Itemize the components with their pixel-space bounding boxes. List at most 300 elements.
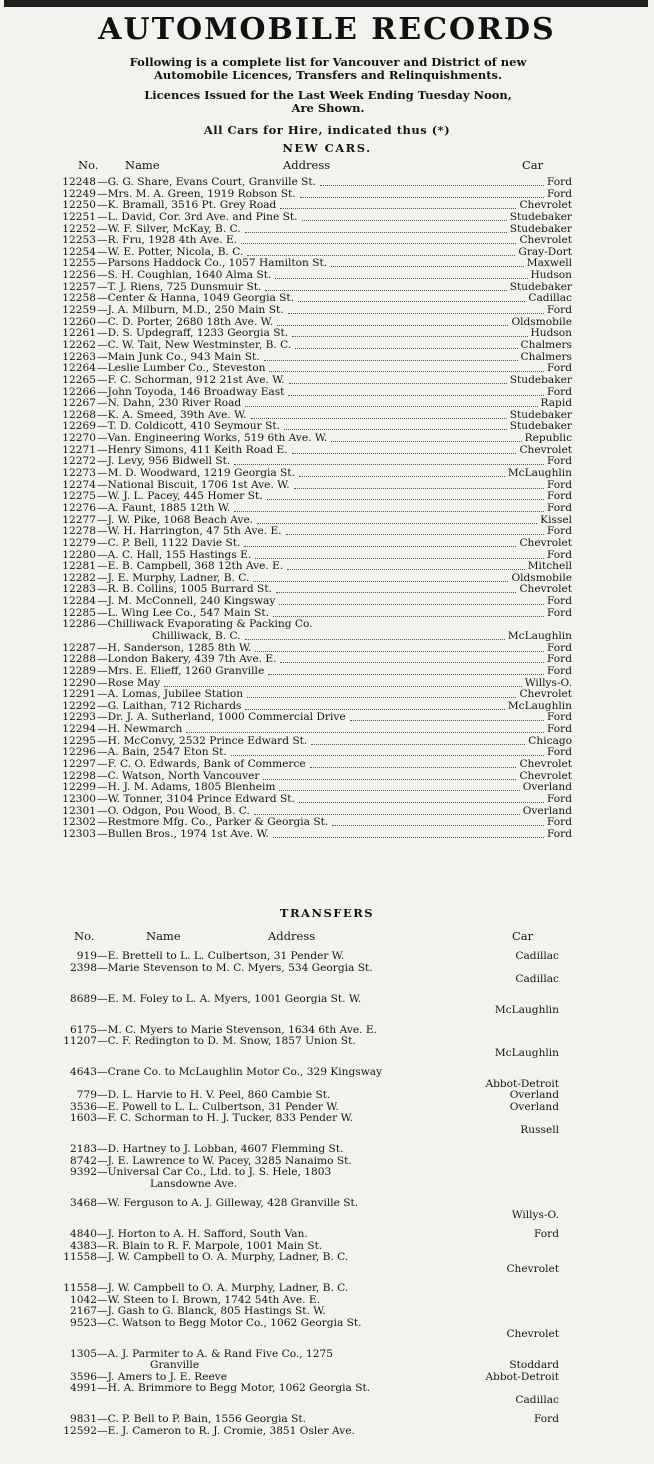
record-number: 4840 [70, 1228, 97, 1240]
record-entry: —R. B. Collins, 1005 Burrard St. [97, 584, 272, 596]
record-number: 12293 [62, 712, 96, 724]
record-entry: —John Toyoda, 146 Broadway East [97, 386, 285, 398]
leader-dots [298, 301, 525, 302]
record-car-make: Chevrolet [519, 759, 572, 771]
record-number: 12276 [62, 502, 96, 514]
leader-dots [257, 523, 537, 524]
record-car-make: Abbot-Detroit [485, 1370, 559, 1383]
record-entry: —W. J. L. Pacey, 445 Homer St. [97, 491, 263, 503]
leader-dots [292, 453, 516, 454]
record-row [0, 398, 654, 410]
transfers-heading: TRANSFERS [279, 906, 375, 920]
leader-dots [231, 755, 544, 756]
record-car-make: Chevrolet [519, 584, 572, 596]
record-car-make: Ford [547, 654, 572, 666]
record-number: 12257 [62, 281, 96, 293]
record-row [0, 1414, 654, 1426]
record-row [0, 631, 654, 643]
record-row [0, 1329, 654, 1341]
col-name: Name [146, 929, 181, 943]
leader-dots [279, 604, 544, 605]
record-car-make: Cadillac [515, 973, 559, 985]
record-car-make: Overland [509, 1100, 559, 1113]
record-number: 12292 [62, 700, 96, 712]
leader-dots [300, 197, 544, 198]
record-entry: —G. Laithan, 712 Richards [97, 700, 242, 712]
record-row [0, 468, 654, 480]
record-entry: —T. J. Riens, 725 Dunsmuir St. [97, 281, 262, 293]
record-entry: —A. C. Hall, 155 Hastings E. [97, 549, 252, 561]
record-car-make: Ford [547, 188, 572, 200]
leader-dots [245, 232, 507, 233]
record-row [0, 759, 654, 771]
record-car-make: Studebaker [509, 374, 572, 386]
record-car-make: Republic [524, 433, 572, 445]
leader-dots [265, 290, 507, 291]
record-row [0, 282, 654, 294]
record-entry: —Universal Car Co., Ltd. to J. S. Hele, 1803 [97, 1166, 332, 1178]
record-row [0, 480, 654, 492]
record-car-make: Ford [547, 817, 572, 829]
record-entry: —L. Wing Lee Co., 547 Main St. [97, 607, 269, 619]
record-car-make: Chevrolet [519, 537, 572, 549]
record-entry: —G. G. Share, Evans Court, Granville St. [97, 177, 317, 188]
record-car-make: Cadillac [528, 293, 572, 305]
intro-line-2: Automobile Licences, Transfers and Relinquishments. [153, 68, 503, 82]
record-entry: —Van. Engineering Works, 519 6th Ave. W. [97, 433, 328, 445]
record-number: 12288 [62, 654, 96, 666]
record-car-make: Ford [534, 1413, 559, 1425]
leader-dots [295, 348, 518, 349]
record-number: 12252 [62, 223, 96, 235]
record-entry: Lansdowne Ave. [150, 1177, 238, 1190]
record-entry: —L. David, Cor. 3rd Ave. and Pine St. [97, 211, 298, 223]
record-car-make: Ford [547, 491, 572, 503]
record-row [0, 1113, 654, 1125]
record-car-make: Chevrolet [506, 1328, 559, 1340]
record-row [0, 747, 654, 759]
leader-dots [289, 383, 507, 384]
record-row [0, 526, 654, 538]
record-row [0, 538, 654, 550]
record-row [0, 1229, 654, 1241]
record-row [0, 608, 654, 620]
record-entry: —E. B. Campbell, 368 12th Ave. E. [97, 561, 284, 573]
record-number: 12254 [62, 246, 96, 258]
leader-dots [255, 651, 544, 652]
record-car-make: Ford [547, 747, 572, 759]
leader-dots [247, 697, 516, 698]
record-row [0, 340, 654, 352]
record-entry: —E. Powell to L. L. Culbertson, 31 Pender W. [97, 1100, 339, 1113]
record-row [0, 433, 654, 445]
leader-dots [350, 720, 544, 721]
record-entry: —M. C. Myers to Marie Stevenson, 1634 6th Ave. E. [97, 1023, 377, 1036]
record-entry: —C. P. Bell, 1122 Davie St. [97, 537, 241, 549]
record-row [0, 712, 654, 724]
record-row [0, 177, 654, 189]
record-row [0, 782, 654, 794]
leader-dots [288, 395, 544, 396]
record-car-make: Studebaker [509, 211, 572, 223]
leader-dots [263, 779, 516, 780]
leader-dots [269, 371, 544, 372]
record-row [0, 293, 654, 305]
record-number: 12255 [62, 258, 96, 270]
record-entry: —E. Brettell to L. L. Culbertson, 31 Pender W. [97, 950, 345, 962]
record-car-make: Studebaker [509, 421, 572, 433]
record-number: 12278 [62, 526, 96, 538]
record-entry: —Restmore Mfg. Co., Parker & Georgia St. [97, 817, 329, 829]
record-car-make: Ford [547, 363, 572, 375]
record-row [0, 1125, 654, 1137]
transfers-list [0, 951, 654, 1437]
leader-dots [253, 581, 508, 582]
record-car-make: Studebaker [509, 281, 572, 293]
leader-dots [244, 546, 516, 547]
leader-dots [331, 266, 524, 267]
leader-dots [279, 790, 520, 791]
record-car-make: Hudson [530, 270, 572, 282]
record-entry: —C. Watson, North Vancouver [97, 770, 260, 782]
record-entry: —Bullen Bros., 1974 1st Ave. W. [97, 828, 269, 840]
record-row [0, 1210, 654, 1222]
week-line-1: Licences Issued for the Last Week Ending Tuesday Noon, [144, 88, 512, 102]
record-entry: —D. S. Updegraff, 1233 Georgia St. [97, 328, 289, 340]
record-row [0, 317, 654, 329]
record-number: 12296 [62, 747, 96, 759]
record-entry: —Dr. J. A. Sutherland, 1000 Commercial Drive [97, 712, 346, 724]
record-car-make: Stoddard [509, 1359, 559, 1371]
record-row [0, 817, 654, 829]
record-entry: —H. J. M. Adams, 1805 Blenheim [97, 782, 276, 794]
leader-dots [254, 814, 520, 815]
record-number: 12289 [62, 665, 96, 677]
record-entry: —D. Hartney to J. Lobban, 4607 Flemming St. [97, 1143, 344, 1155]
leader-dots [299, 802, 544, 803]
record-entry: —J. W. Campbell to O. A. Murphy, Ladner, B. C. [97, 1282, 349, 1294]
record-entry: —R. Fru, 1928 4th Ave. E. [97, 235, 238, 247]
record-entry: —J. W. Campbell to O. A. Murphy, Ladner, B. C. [97, 1251, 349, 1263]
record-number: 11558 [63, 1251, 97, 1263]
record-entry: —A. Bain, 2547 Eton St. [97, 747, 227, 759]
record-entry: —J. E. Lawrence to W. Pacey, 3285 Nanaimo St. [97, 1154, 352, 1167]
record-row [0, 1048, 654, 1060]
record-number: 12277 [62, 514, 96, 526]
record-number: 2398 [70, 961, 97, 974]
record-car-make: Ford [547, 177, 572, 188]
record-car-make: Ford [547, 642, 572, 654]
record-row [0, 200, 654, 212]
record-car-make: Maxwell [526, 258, 572, 270]
record-number: 1042 [70, 1293, 97, 1306]
record-entry: —C. W. Tait, New Westminster, B. C. [97, 339, 292, 351]
record-number: 4383 [70, 1239, 97, 1252]
record-entry: —Parsons Haddock Co., 1057 Hamilton St. [97, 258, 328, 270]
record-row [0, 619, 654, 631]
record-number: 12282 [62, 572, 96, 584]
record-car-make: Hudson [530, 328, 572, 340]
record-entry: —W. Steen to I. Brown, 1742 54th Ave. E. [97, 1293, 320, 1306]
record-row [0, 678, 654, 690]
record-number: 12280 [62, 549, 96, 561]
record-car-make: Overland [522, 782, 572, 794]
record-number: 779 [76, 1089, 97, 1101]
record-entry: —J. Levy, 956 Bidwell St. [97, 456, 231, 468]
page-title: AUTOMOBILE RECORDS [98, 12, 556, 47]
record-row [0, 1144, 654, 1156]
record-number: 12258 [62, 293, 96, 305]
record-row [0, 445, 654, 457]
record-row [0, 410, 654, 422]
record-number: 12298 [62, 770, 96, 782]
week-line-2: Are Shown. [291, 101, 365, 115]
leader-dots [267, 499, 544, 500]
record-car-make: Ford [547, 305, 572, 317]
record-car-make: Ford [534, 1228, 559, 1240]
record-car-make: Chevrolet [519, 200, 572, 212]
col-no: No. [74, 929, 95, 943]
record-number: 4643 [70, 1066, 97, 1078]
record-row [0, 1360, 654, 1372]
leader-dots [280, 662, 544, 663]
record-car-make: Cadillac [515, 950, 559, 962]
record-number: 11207 [63, 1035, 97, 1047]
leader-dots [245, 406, 538, 407]
new-cars-column-header [0, 158, 654, 172]
leader-dots [294, 488, 544, 489]
col-address: Address [283, 158, 331, 172]
new-cars-list [0, 177, 654, 841]
record-row [0, 806, 654, 818]
record-car-make: Cadillac [515, 1393, 559, 1406]
leader-dots [276, 592, 516, 593]
leader-dots [311, 744, 525, 745]
record-row [0, 270, 654, 282]
record-number: 12268 [62, 409, 96, 421]
record-number: 12275 [62, 491, 96, 503]
col-address: Address [268, 929, 316, 943]
record-number: 6175 [70, 1023, 97, 1036]
record-entry: —K. A. Smeed, 39th Ave. W. [97, 409, 247, 421]
record-entry: —Mrs. E. Elieff, 1260 Granville [97, 665, 265, 677]
record-entry: —A. Faunt, 1885 12th W. [97, 502, 231, 514]
record-car-make: Ford [547, 596, 572, 608]
new-cars-heading: NEW CARS. [282, 141, 372, 155]
record-entry: —H. Newmarch [97, 724, 183, 736]
record-entry: —J. A. Milburn, M.D., 250 Main St. [97, 305, 284, 317]
leader-dots [268, 674, 544, 675]
hire-note: All Cars for Hire, indicated thus (*) [203, 123, 451, 137]
record-car-make: Oldsmobile [511, 316, 572, 328]
record-car-make: Chevrolet [519, 235, 572, 247]
record-car-make: McLaughlin [494, 1004, 559, 1016]
record-row [0, 491, 654, 503]
leader-dots [280, 208, 516, 209]
record-car-make: Chevrolet [519, 444, 572, 456]
record-entry: —J. W. Pike, 1068 Beach Ave. [97, 514, 254, 526]
leader-dots [299, 476, 505, 477]
leader-dots [255, 558, 544, 559]
record-entry: —Chilliwack Evaporating & Packing Co. [97, 619, 313, 631]
record-number: 12262 [62, 339, 96, 351]
record-entry: —Center & Hanna, 1049 Georgia St. [97, 293, 295, 305]
record-number: 12263 [62, 351, 96, 363]
record-number: 12267 [62, 398, 96, 410]
record-row [0, 1306, 654, 1318]
record-entry: —W. F. Silver, McKay, B. C. [97, 223, 241, 235]
record-car-make: Chalmers [520, 339, 572, 351]
leader-dots [245, 639, 505, 640]
record-row [0, 258, 654, 270]
leader-dots [275, 278, 528, 279]
record-car-make: Studebaker [509, 223, 572, 235]
record-number: 12301 [62, 805, 96, 817]
record-row [0, 387, 654, 399]
record-number: 12283 [62, 584, 96, 596]
leader-dots [284, 429, 507, 430]
record-number: 12297 [62, 759, 96, 771]
record-row [0, 1395, 654, 1407]
leader-dots [251, 418, 507, 419]
record-entry: —M. D. Woodward, 1219 Georgia St. [97, 468, 295, 480]
intro-line-1: Following is a complete list for Vancouver and District of new [129, 55, 527, 69]
record-row [0, 503, 654, 515]
record-number: 8689 [70, 992, 97, 1005]
record-number: 12300 [62, 793, 96, 805]
record-entry: —J. Gash to G. Blanck, 805 Hastings St. W. [97, 1305, 326, 1317]
record-car-make: Willys-O. [511, 1208, 559, 1221]
record-car-make: Abbot-Detroit [485, 1077, 559, 1090]
record-entry: —C. Watson to Begg Motor Co., 1062 Georgia St. [97, 1316, 362, 1329]
record-row [0, 212, 654, 224]
record-entry: —Rose May [97, 677, 161, 689]
record-row [0, 352, 654, 364]
record-row [0, 573, 654, 585]
record-number: 12260 [62, 316, 96, 328]
record-number: 12253 [62, 235, 96, 247]
record-car-make: Chevrolet [519, 770, 572, 782]
record-entry: —W. H. Harrington, 47 5th Ave. E. [97, 526, 282, 538]
record-entry: —Marie Stevenson to M. C. Myers, 534 Georgia St. [97, 961, 373, 974]
record-row [0, 1426, 654, 1438]
record-row [0, 561, 654, 573]
record-entry: —H. A. Brimmore to Begg Motor, 1062 Georgia St. [97, 1382, 371, 1394]
record-number: 2167 [70, 1305, 97, 1317]
record-entry: —W. E. Potter, Nicola, B. C. [97, 246, 244, 258]
leader-dots [264, 360, 518, 361]
record-row [0, 515, 654, 527]
col-name: Name [125, 158, 160, 172]
record-entry: —W. Ferguson to A. J. Gilleway, 428 Granville St. [97, 1197, 359, 1209]
record-entry: —S. H. Coughlan, 1640 Alma St. [97, 270, 272, 282]
record-entry: —R. Blain to R. F. Marpole, 1001 Main St. [97, 1239, 323, 1252]
leader-dots [292, 336, 528, 337]
record-row [0, 456, 654, 468]
record-entry: —F. C. Schorman to H. J. Tucker, 833 Pender W. [97, 1112, 353, 1124]
record-number: 9831 [70, 1413, 97, 1425]
record-car-make: Overland [509, 1089, 559, 1101]
leader-dots [234, 511, 544, 512]
record-number: 12265 [62, 374, 96, 386]
record-entry: —K. Bramall, 3516 Pt. Grey Road [97, 200, 277, 212]
col-no: No. [78, 158, 99, 172]
record-number: 12291 [62, 689, 96, 701]
record-entry: —O. Odgon, Pou Wood, B. C. [97, 805, 250, 817]
record-car-make: McLaughlin [507, 700, 572, 712]
record-car-make: Ford [547, 712, 572, 724]
record-entry: —J. E. Murphy, Ladner, B. C. [97, 572, 250, 584]
record-car-make: Ford [547, 828, 572, 840]
record-row [0, 736, 654, 748]
record-number: 12294 [62, 724, 96, 736]
record-number: 12279 [62, 537, 96, 549]
leader-dots [286, 534, 544, 535]
record-number: 8742 [70, 1154, 97, 1167]
record-row [0, 550, 654, 562]
leader-dots [277, 325, 508, 326]
record-number: 12303 [62, 828, 96, 840]
record-row [0, 247, 654, 259]
record-car-make: Chevrolet [506, 1262, 559, 1275]
record-row [0, 1090, 654, 1102]
leader-dots [287, 569, 525, 570]
record-car-make: Ford [547, 526, 572, 538]
record-row [0, 189, 654, 201]
record-row [0, 829, 654, 841]
record-car-make: Chalmers [520, 351, 572, 363]
leader-dots [332, 825, 544, 826]
record-car-make: McLaughlin [507, 468, 572, 480]
leader-dots [273, 837, 544, 838]
col-car: Car [512, 929, 534, 943]
leader-dots [320, 185, 544, 186]
record-entry: —C. F. Redington to D. M. Snow, 1857 Union St. [97, 1035, 356, 1047]
record-row [0, 666, 654, 678]
record-row [0, 375, 654, 387]
leader-dots [164, 686, 522, 687]
record-number: 12290 [62, 677, 96, 689]
record-row [0, 1198, 654, 1210]
record-car-make: Ford [547, 724, 572, 736]
record-car-make: Ford [547, 456, 572, 468]
record-car-make: Willys-O. [524, 677, 572, 689]
record-entry: —London Bakery, 439 7th Ave. E. [97, 654, 277, 666]
record-row [0, 1005, 654, 1017]
record-entry: —J. M. McConnell, 240 Kingsway [97, 596, 276, 608]
record-number: 12256 [62, 270, 96, 282]
record-number: 1603 [70, 1112, 97, 1124]
record-car-make: McLaughlin [494, 1046, 559, 1059]
record-car-make: Russell [520, 1123, 559, 1136]
record-car-make: Kissel [540, 514, 572, 526]
record-entry: Granville [150, 1359, 200, 1371]
record-entry: —E. M. Foley to L. A. Myers, 1001 Georgia St. W. [97, 992, 362, 1005]
leader-dots [310, 767, 516, 768]
record-number: 3468 [70, 1197, 97, 1209]
record-entry: —J. Amers to J. E. Reeve [97, 1370, 227, 1383]
record-entry: —T. D. Coldicott, 410 Seymour St. [97, 421, 280, 433]
record-entry: —J. Horton to A. H. Safford, South Van. [97, 1228, 308, 1240]
record-row [0, 794, 654, 806]
record-car-make: Rapid [540, 398, 572, 410]
record-entry: —C. P. Bell to P. Bain, 1556 Georgia St. [97, 1413, 306, 1425]
record-row [0, 1264, 654, 1276]
leader-dots [247, 255, 515, 256]
record-car-make: Mitchell [527, 561, 572, 573]
record-number: 9523 [70, 1316, 97, 1329]
record-entry: —H. McConvy, 2532 Prince Edward St. [97, 735, 308, 747]
